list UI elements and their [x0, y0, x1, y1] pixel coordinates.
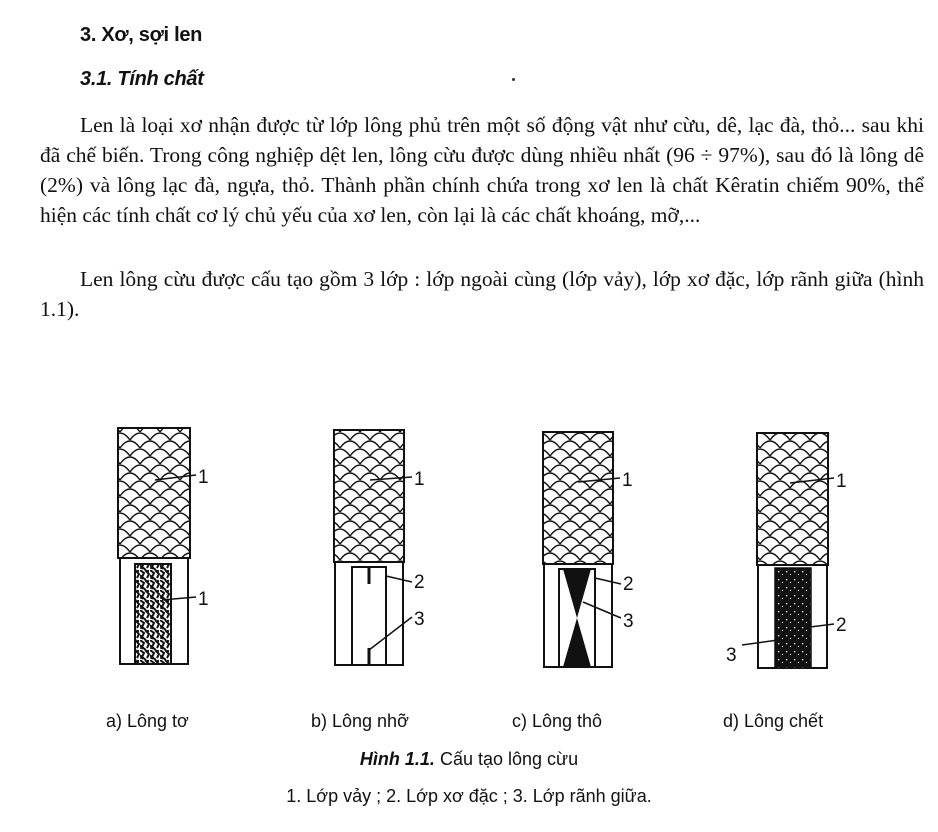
caption-panel-a: a) Lông tơ	[106, 711, 189, 731]
label-3: 3	[623, 611, 634, 632]
figure-number: Hình 1.1.	[359, 749, 435, 769]
label-1: 1	[836, 471, 847, 492]
core-layer	[135, 564, 171, 664]
label-1: 1	[622, 470, 633, 491]
paragraph-wool-origin: Len là loại xơ nhận được từ lớp lông phủ trên một số động vật như cừu, dê, lạc đà, thỏ... sau khi đã chế biến. Trong công nghiệp dệt len, lông cừu được dùng nhiều nhất (96 ÷ 97%), sau đó là lông dê (2%) và lông lạc đà, ngựa, thỏ. Thành phần chính chứa trong xơ len là chất Kêratin chiếm 90%, thể hiện các tính chất cơ lý chủ yếu của xơ len, còn lại là các chất khoáng, mỡ,...	[40, 113, 924, 227]
scan-speck	[512, 78, 515, 81]
label-2: 2	[836, 615, 847, 636]
panel-a-long-to	[118, 428, 209, 664]
label-2: 2	[414, 572, 425, 593]
panel-c-long-tho	[543, 432, 634, 667]
figure-title-text: Cấu tạo lông cừu	[434, 749, 579, 769]
label-3: 3	[726, 645, 737, 666]
label-1: 1	[198, 467, 209, 488]
scale-layer	[334, 430, 404, 562]
scale-layer	[543, 432, 613, 564]
subsection-heading: 3.1. Tính chất	[80, 68, 204, 90]
scale-layer	[757, 433, 828, 565]
scale-layer	[118, 428, 190, 558]
panel-d-long-chet	[726, 433, 847, 668]
leader-line-2	[810, 624, 834, 627]
figure-title	[0, 749, 938, 770]
label-3: 3	[414, 609, 425, 630]
panel-b-long-nho	[334, 430, 425, 665]
leader-line-2	[386, 576, 412, 582]
label-1: 1	[414, 469, 425, 490]
caption-panel-d: d) Lông chết	[723, 711, 824, 731]
leader-line-3	[742, 640, 778, 645]
caption-panel-c: c) Lông thô	[512, 711, 603, 731]
paragraph-wool-structure: Len lông cừu được cấu tạo gồm 3 lớp : lớp ngoài cùng (lớp vảy), lớp xơ đặc, lớp rãnh giữa (hình 1.1).	[40, 267, 924, 321]
figure-wool-structure	[0, 420, 938, 690]
caption-panel-b: b) Lông nhỡ	[311, 711, 409, 731]
label-2: 2	[623, 574, 634, 595]
leader-line-2	[595, 578, 621, 584]
section-heading: 3. Xơ, sợi len	[80, 24, 203, 46]
medulla-layer	[775, 568, 811, 668]
label-1b: 1	[198, 589, 209, 610]
figure-legend: 1. Lớp vảy ; 2. Lớp xơ đặc ; 3. Lớp rãnh giữa.	[286, 786, 652, 806]
